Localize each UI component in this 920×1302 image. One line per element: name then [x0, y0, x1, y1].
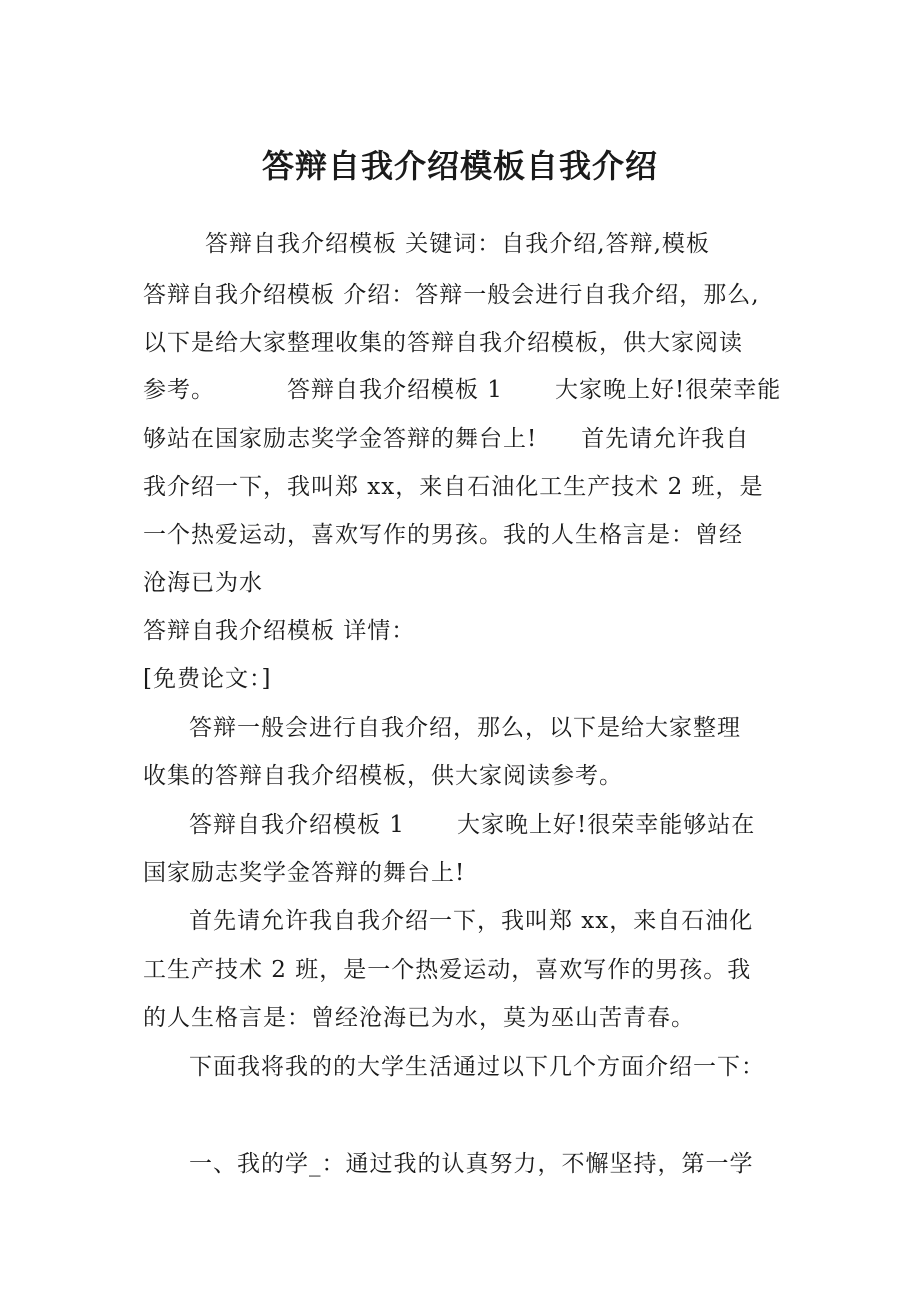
body-line: 下面我将我的的大学生活通过以下几个方面介绍一下： [189, 1054, 765, 1080]
body-segment: 大家晚上好!很荣幸能够站在 [456, 812, 756, 838]
summary-line-composite [143, 424, 749, 454]
page-title: 答辩自我介绍模板自我介绍 [261, 147, 658, 185]
summary-line-composite [143, 375, 781, 405]
body-segment: 答辩自我介绍模板 1 [189, 812, 405, 838]
detail-label: 答辩自我介绍模板 详情： [143, 618, 416, 644]
summary-segment: 参考。 [143, 377, 215, 403]
summary-segment: 大家晚上好!很荣幸能 [554, 377, 782, 403]
body-line: 收集的答辩自我介绍模板，供大家阅读参考。 [143, 763, 623, 789]
summary-line: 沧海已为水 [143, 570, 263, 596]
body-line: 首先请允许我自我介绍一下，我叫郑 xx，来自石油化 [189, 908, 754, 934]
summary-line: 答辩自我介绍模板 关键词：自我介绍,答辩,模板 [205, 231, 710, 257]
summary-segment: 答辩自我介绍模板 1 [287, 377, 503, 403]
body-line: 国家励志奖学金答辩的舞台上! [143, 860, 466, 886]
summary-segment: 首先请允许我自 [581, 426, 750, 452]
body-line: 答辩一般会进行自我介绍，那么，以下是给大家整理 [189, 715, 741, 741]
summary-line: 答辩自我介绍模板 介绍：答辩一般会进行自我介绍，那么, [143, 282, 760, 308]
body-line: 的人生格言是：曾经沧海已为水，莫为巫山苦青春。 [143, 1005, 695, 1031]
summary-line: 以下是给大家整理收集的答辩自我介绍模板，供大家阅读 [143, 330, 743, 356]
summary-line: 一个热爱运动，喜欢写作的男孩。我的人生格言是：曾经 [143, 522, 743, 548]
body-line: 工生产技术 2 班，是一个热爱运动，喜欢写作的男孩。我 [143, 957, 752, 983]
summary-line: 我介绍一下，我叫郑 xx，来自石油化工生产技术 2 班，是 [143, 474, 764, 500]
summary-segment: 够站在国家励志奖学金答辩的舞台上! [143, 426, 538, 452]
body-line-composite [189, 810, 755, 840]
body-line: 一、我的学_：通过我的认真努力，不懈坚持，第一学 [189, 1151, 754, 1177]
free-paper-label: [免费论文：] [143, 666, 272, 692]
